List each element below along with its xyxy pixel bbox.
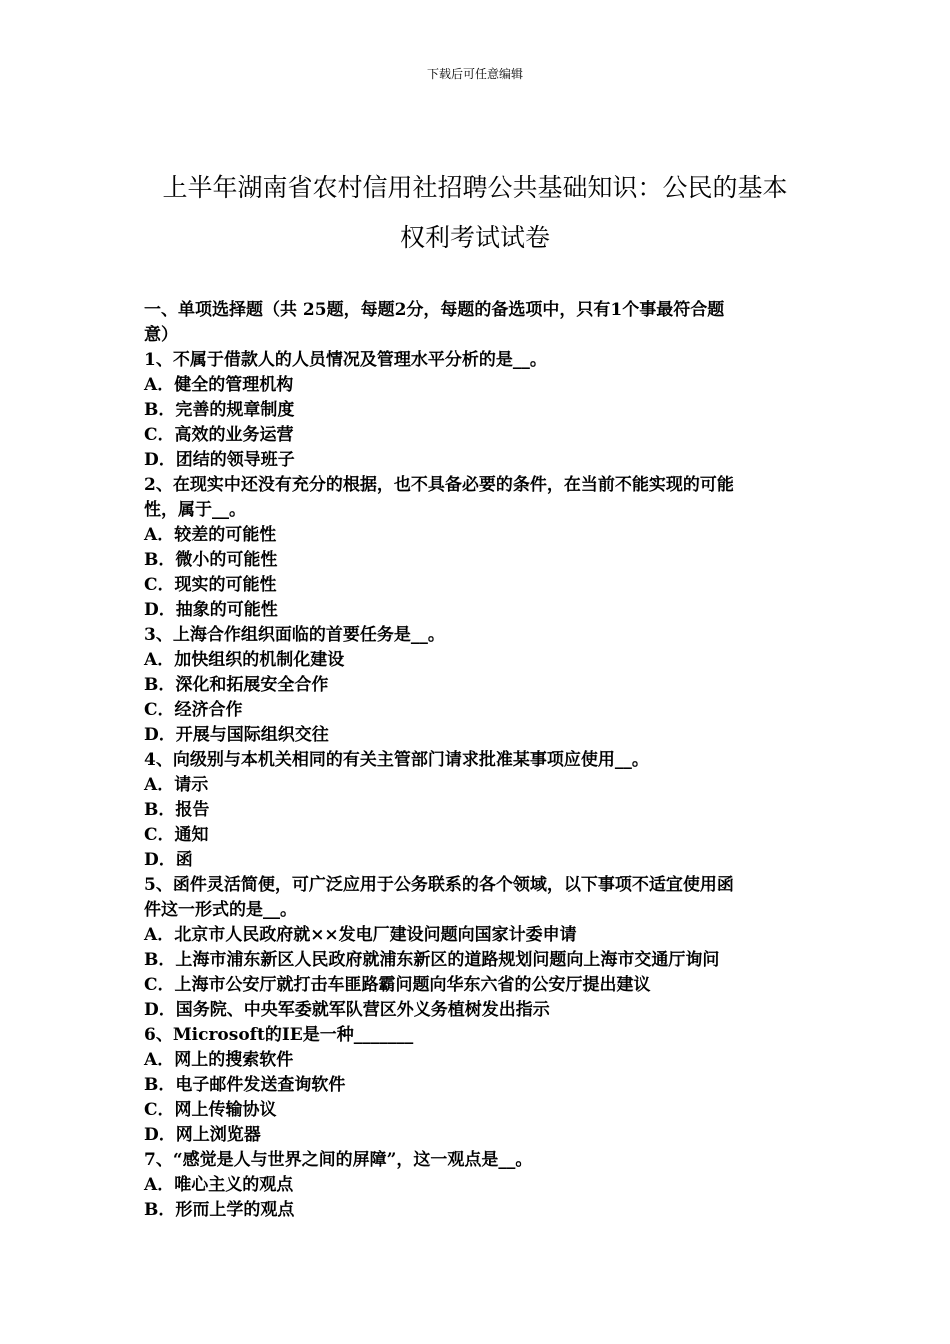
question-3 bbox=[144, 623, 816, 748]
question-stem: 5、函件灵活简便，可广泛应用于公务联系的各个领域，以下事项不适宜使用函 bbox=[144, 875, 734, 895]
section-heading-line-1: 一、单项选择题（共 25题，每题2分，每题的备选项中，只有1个事最符合题 bbox=[144, 300, 725, 320]
option-a: A．北京市人民政府就××发电厂建设问题向国家计委申请 bbox=[144, 925, 577, 945]
question-7 bbox=[144, 1148, 816, 1223]
option-c: C．经济合作 bbox=[144, 700, 243, 720]
option-d: D．团结的领导班子 bbox=[144, 450, 295, 470]
option-c: C．高效的业务运营 bbox=[144, 425, 294, 445]
option-d: D．开展与国际组织交往 bbox=[144, 725, 329, 745]
option-d: D．网上浏览器 bbox=[144, 1125, 261, 1145]
option-c: C．现实的可能性 bbox=[144, 575, 277, 595]
option-b: B．报告 bbox=[144, 800, 210, 820]
question-stem: 4、向级别与本机关相同的有关主管部门请求批准某事项应使用__。 bbox=[144, 750, 649, 770]
option-c: C．通知 bbox=[144, 825, 209, 845]
question-4 bbox=[144, 748, 816, 873]
question-stem: 7、“感觉是人与世界之间的屏障”，这一观点是__。 bbox=[144, 1150, 533, 1170]
exam-content bbox=[144, 298, 816, 1223]
option-b: B．形而上学的观点 bbox=[144, 1200, 295, 1220]
option-b: B．微小的可能性 bbox=[144, 550, 278, 570]
question-stem-continued: 性，属于__。 bbox=[144, 500, 246, 520]
section-heading-line-2: 意） bbox=[144, 325, 178, 345]
option-d: D．函 bbox=[144, 850, 193, 870]
question-5 bbox=[144, 873, 816, 1023]
option-a: A．唯心主义的观点 bbox=[144, 1175, 294, 1195]
question-stem: 2、在现实中还没有充分的根据，也不具备必要的条件，在当前不能实现的可能 bbox=[144, 475, 734, 495]
option-d: D．国务院、中央军委就军队营区外义务植树发出指示 bbox=[144, 1000, 550, 1020]
question-6 bbox=[144, 1023, 816, 1148]
question-stem: 3、上海合作组织面临的首要任务是__。 bbox=[144, 625, 445, 645]
option-b: B．深化和拓展安全合作 bbox=[144, 675, 329, 695]
option-b: B．上海市浦东新区人民政府就浦东新区的道路规划问题向上海市交通厅询问 bbox=[144, 950, 720, 970]
option-c: C．上海市公安厅就打击车匪路霸问题向华东六省的公安厅提出建议 bbox=[144, 975, 651, 995]
header-note: 下载后可任意编辑 bbox=[426, 67, 523, 81]
option-a: A．健全的管理机构 bbox=[144, 375, 294, 395]
document-title bbox=[140, 163, 810, 263]
document-title-line-2: 权利考试试卷 bbox=[399, 222, 550, 252]
section-heading bbox=[144, 298, 816, 348]
option-a: A．较差的可能性 bbox=[144, 525, 277, 545]
option-a: A．加快组织的机制化建设 bbox=[144, 650, 345, 670]
option-d: D．抽象的可能性 bbox=[144, 600, 278, 620]
question-stem: 6、Microsoft的IE是一种_______ bbox=[144, 1025, 414, 1045]
question-1 bbox=[144, 348, 816, 473]
option-b: B．电子邮件发送查询软件 bbox=[144, 1075, 346, 1095]
option-b: B．完善的规章制度 bbox=[144, 400, 295, 420]
option-a: A．网上的搜索软件 bbox=[144, 1050, 294, 1070]
document-title-line-1: 上半年湖南省农村信用社招聘公共基础知识：公民的基本 bbox=[162, 172, 788, 202]
question-stem: 1、不属于借款人的人员情况及管理水平分析的是__。 bbox=[144, 350, 547, 370]
option-c: C．网上传输协议 bbox=[144, 1100, 277, 1120]
question-2 bbox=[144, 473, 816, 623]
option-a: A．请示 bbox=[144, 775, 209, 795]
question-stem-continued: 件这一形式的是__。 bbox=[144, 900, 297, 920]
